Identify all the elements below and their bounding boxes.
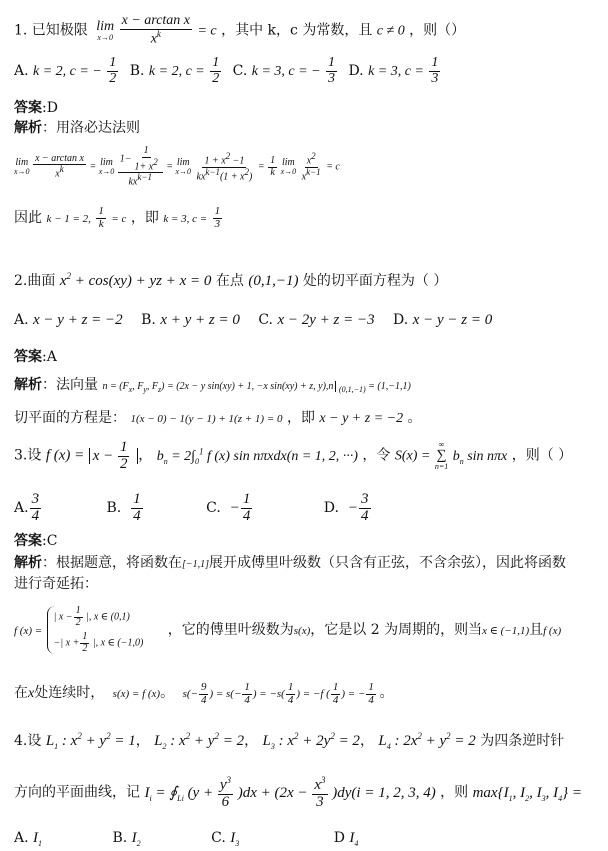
q2-option-a[interactable]: A. x − y + z = −2 (14, 312, 123, 328)
q1-stem: 1. 已知极限 lim x→0 $\frac{\text{x − arctan x}}{x^k}$ = c ，其中 k，c 为常数，且 c ≠ 0 ，则（） (14, 13, 466, 47)
q2-option-b[interactable]: B. x + y + z = 0 (141, 312, 240, 328)
q4-option-b[interactable]: B. $I_2$ (112, 830, 141, 848)
q3-options (14, 492, 372, 525)
q4-option-a[interactable]: A. $I_1$ (14, 830, 43, 848)
q2-analysis: 解析：法向量 $n = (F_x$, $F_y$, $F_z) = (2x - y$ sin(xy) + 1, −x sin(xy) + z, y),n $_{(0,1,-1)}$ = (1,−1,1) (14, 377, 411, 394)
q1-answer: 答案:D (14, 100, 58, 116)
q2-option-d[interactable]: D. x − y − z = 0 (393, 312, 493, 328)
piecewise-brace: | x − $\frac{1}{2}$ |, x ∈ (0,1) −| x + $\frac{1}{2}$ |, x ∈ (−1,0) (47, 606, 144, 654)
q1-option-d[interactable]: D. k = 3, c = $\frac{1}{3}$ (348, 55, 439, 86)
q1-derivation: lim x→0 $\frac{\text{x − arctan x}}{xk}$ = lim x→0 1− $\frac{1}{1+ x2}$ kxk−1 = lim x→0 $\frac{1 + x2 -1}{\text{kxk−1(1 + x2)}}$ = $\frac{1}{k}$ lim x→0 $\frac{x2}{xk-1}$ = c (14, 145, 340, 188)
q1-conclusion: 因此 k − 1 = 2, $\frac{1}{k}$ = c ，即 k = 3, c = $\frac{1}{3}$ (14, 205, 221, 230)
q3-option-b[interactable]: B. $\frac{1}{4}$ (106, 491, 141, 524)
q4-stem: 4.设 $L_1$ : $x^2 + y^2 = 1$， $L_2$ : $x^2 + y^2 = 2$， $L_3$ : $x^2 + 2y^2 = 2$， $L_4$ : $2x^2 + y^2 = 2$ 为四条逆时针 (14, 731, 565, 751)
q2-answer: 答案:A (14, 349, 57, 365)
q2-option-c[interactable]: C. x − 2y + z = −3 (258, 312, 375, 328)
q3-analysis-cont: 进行奇延拓： (14, 576, 98, 592)
q1-options (14, 56, 441, 86)
q1-option-c[interactable]: C. k = 3, c = − $\frac{1}{3}$ (232, 55, 335, 86)
q3-analysis: 解析：根据题意，将函数在[−1,1]展开成傅里叶级数（只含有正弦，不含余弦），因此将函数 (14, 555, 567, 571)
q2-options (14, 312, 492, 329)
q1-option-b[interactable]: B. k = 2, c = $\frac{1}{2}$ (129, 55, 220, 86)
q3-option-d[interactable]: D. − $\frac{3}{4}$ (323, 491, 369, 524)
q3-stem: 3.设 f (x) = x − $\frac{1}{2}$ ， $b_n = 2\int_0^1$ f (x) sin nπxdx(n = 1, 2, ···) ，令 S(x) = ∞ ∑ n=1 $b_n$ sin nπx ，则（ ） (14, 439, 573, 472)
q1-option-a[interactable]: A. k = 2, c = − $\frac{1}{2}$ (14, 55, 117, 86)
q3-piecewise: f (x) = | x − $\frac{1}{2}$ |, x ∈ (0,1) −| x + $\frac{1}{2}$ |, x ∈ (−1,0) ，它的傅里叶级数为s(x)，它是以 2 为周期的，则当x ∈ (−1,1)且f (x) (14, 605, 562, 654)
q3-answer: 答案:C (14, 533, 58, 549)
q4-stem-cont: 方向的平面曲线，记 $I_i$ = $∮_{Li}$ (y + $\frac{y^3}{6}$ )dx + (2x − $\frac{x^3}{3}$ )dy(i = 1, 2, 3, 4) ，则 $\max\{I_1$, $I_2$, $I_3$, $I_4$} = (14, 775, 582, 810)
q1-analysis: 解析：用洛必达法则 (14, 120, 140, 136)
q3-continuity: 在x处连续时， s(x) = f (x)。 s(− $\frac{9}{4}$ ) = s(− $\frac{1}{4}$ ) = −s( $\frac{1}{4}$ ) = −f ( $\frac{1}{4}$ ) = − $\frac{1}{4}$ 。 (14, 681, 394, 706)
q3-option-a[interactable]: A. $\frac{3}{4}$ (14, 491, 40, 524)
q2-stem: 2.曲面 $x^2 + \cos(xy)$ + yz + x = 0 在点 (0,1,−1) 处的切平面方程为（ ） (14, 271, 448, 289)
q4-option-c[interactable]: C. $I_3$ (211, 830, 240, 848)
q1-lim: lim x→0 (96, 18, 115, 42)
q3-option-c[interactable]: C. − $\frac{1}{4}$ (206, 491, 251, 524)
q4-option-d[interactable]: D $I_4$ (333, 830, 359, 848)
q1-limit-fraction: $\frac{\text{x − arctan x}}{x^k}$ (121, 13, 191, 47)
q2-tangent-plane: 切平面的方程是： 1(x − 0) − 1(y − 1) + 1(z + 1) = 0 ，即 x − y + z = −2 。 (14, 410, 422, 426)
q4-options (14, 830, 358, 848)
